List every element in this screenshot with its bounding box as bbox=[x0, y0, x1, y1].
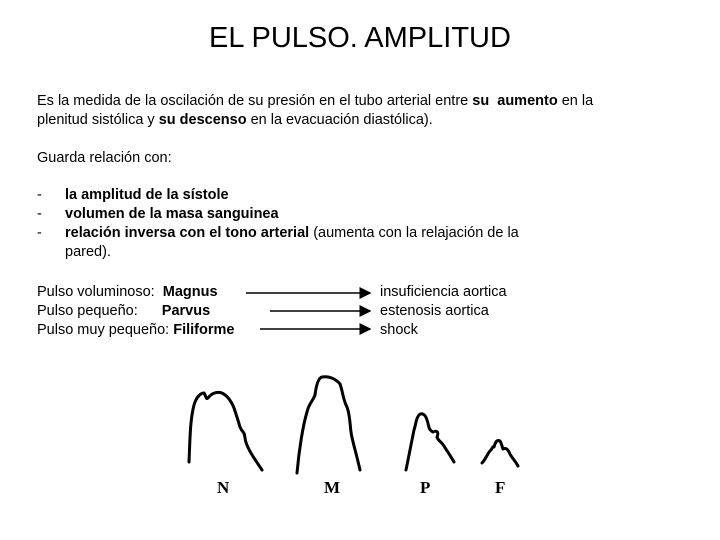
wave-magnus bbox=[297, 377, 360, 473]
condition-3: shock bbox=[380, 322, 418, 338]
definition-bold-descenso: su descenso bbox=[158, 112, 247, 128]
wave-filiforme bbox=[482, 441, 518, 466]
bullet-dash: - bbox=[37, 206, 42, 222]
wave-label-p: P bbox=[420, 478, 431, 497]
definition-text: en la evacuación diastólica). bbox=[246, 112, 433, 128]
bullet-dash: - bbox=[37, 187, 42, 203]
bullet-3-rest: (aumenta con la relajación de la bbox=[309, 225, 519, 241]
pulse-label: Pulso voluminoso: bbox=[37, 284, 155, 300]
bullet-3-bold: relación inversa con el tono arterial bbox=[65, 225, 310, 241]
definition-bold-su: su bbox=[472, 93, 490, 109]
definition-text: plenitud sistólica y bbox=[37, 112, 159, 128]
pulse-label: Pulso pequeño: bbox=[37, 303, 138, 319]
definition-text: Es la medida de la oscilación de su presión en el tubo arterial entre bbox=[37, 93, 473, 109]
wave-parvus bbox=[406, 414, 454, 470]
wave-label-n: N bbox=[217, 478, 230, 497]
page-title: EL PULSO. AMPLITUD bbox=[209, 22, 511, 54]
pulse-name: Magnus bbox=[162, 284, 218, 300]
pulse-label: Pulso muy pequeño: bbox=[37, 322, 170, 338]
wave-normal bbox=[189, 392, 262, 470]
bullet-2-text: volumen de la masa sanguinea bbox=[65, 206, 279, 222]
pulse-name: Filiforme bbox=[173, 322, 235, 338]
definition-text: en la bbox=[557, 93, 594, 109]
condition-2: estenosis aortica bbox=[380, 303, 489, 319]
wave-label-m: M bbox=[324, 478, 341, 497]
condition-1: insuficiencia aortica bbox=[380, 284, 507, 300]
pulse-name: Parvus bbox=[161, 303, 211, 319]
bullet-dash: - bbox=[37, 225, 42, 241]
bullet-1-text: la amplitud de la sístole bbox=[65, 187, 229, 203]
wave-label-f: F bbox=[495, 478, 506, 497]
relation-intro: Guarda relación con: bbox=[37, 150, 172, 166]
definition-bold-aumento: aumento bbox=[497, 93, 558, 109]
bullet-3-continuation: pared). bbox=[65, 244, 111, 260]
